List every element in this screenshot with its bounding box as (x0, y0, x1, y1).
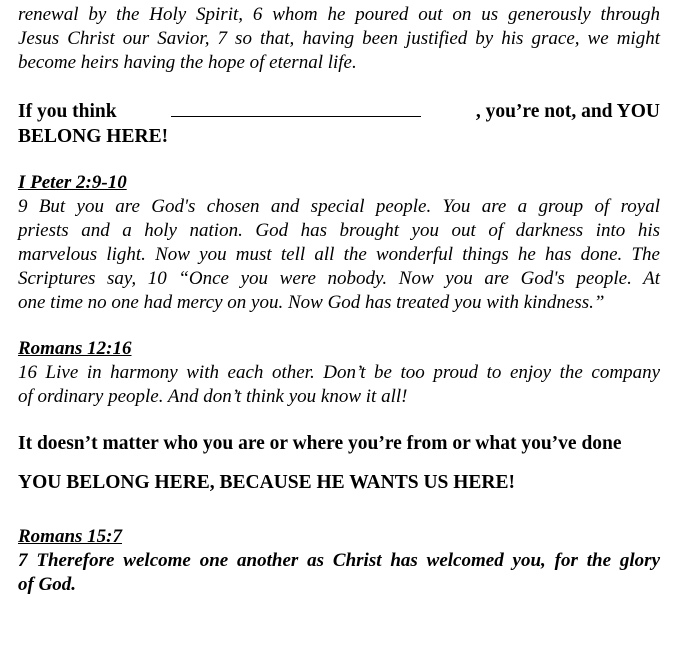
peter-reference: I Peter 2:9-10 (18, 172, 127, 193)
peter-line-3: marvelous light. Now you must tell all the wonderful things he has done. The (18, 244, 660, 265)
romans-12-reference: Romans 12:16 (18, 338, 132, 359)
peter-passage (18, 171, 660, 315)
fill-in-blank (171, 115, 421, 117)
romans-15-passage (18, 525, 660, 597)
statement-doesnt-matter: It doesn’t matter who you are or where you’re from or what you’ve done (18, 433, 622, 454)
romans-15-line-2: of God. (18, 574, 77, 595)
if-you-think-line (18, 99, 660, 124)
if-you-think-block (18, 99, 660, 149)
peter-line-4: Scriptures say, 10 “Once you were nobody. Now you are God's people. At (18, 268, 660, 289)
romans-12-line-1: 16 Live in harmony with each other. Don’t be too proud to enjoy the company (18, 362, 660, 383)
statement-you-belong-here: YOU BELONG HERE, BECAUSE HE WANTS US HERE! (18, 472, 516, 493)
youre-not-text: , you’re not, and YOU (475, 101, 660, 122)
titus-line-1: renewal by the Holy Spirit, 6 whom he poured out on us generously through (18, 4, 660, 25)
peter-line-2: priests and a holy nation. God has brought you out of darkness into his (18, 220, 660, 241)
romans-15-line-1: 7 Therefore welcome one another as Christ has welcomed you, for the glory (18, 550, 660, 571)
romans-12-line-2: of ordinary people. And don’t think you know it all! (18, 386, 408, 407)
document-page (18, 3, 660, 597)
titus-line-3: become heirs having the hope of eternal life. (18, 52, 357, 73)
peter-line-5: one time no one had mercy on you. Now God has treated you with kindness.” (18, 292, 605, 313)
belong-here-text: BELONG HERE! (18, 126, 169, 147)
romans-15-reference: Romans 15:7 (18, 526, 122, 547)
titus-line-2: Jesus Christ our Savior, 7 so that, having been justified by his grace, we might (18, 28, 660, 49)
romans-12-passage (18, 337, 660, 409)
peter-line-1: 9 But you are God's chosen and special people. You are a group of royal (18, 196, 660, 217)
if-you-think-text: If you think (18, 101, 117, 122)
titus-passage (18, 3, 660, 75)
